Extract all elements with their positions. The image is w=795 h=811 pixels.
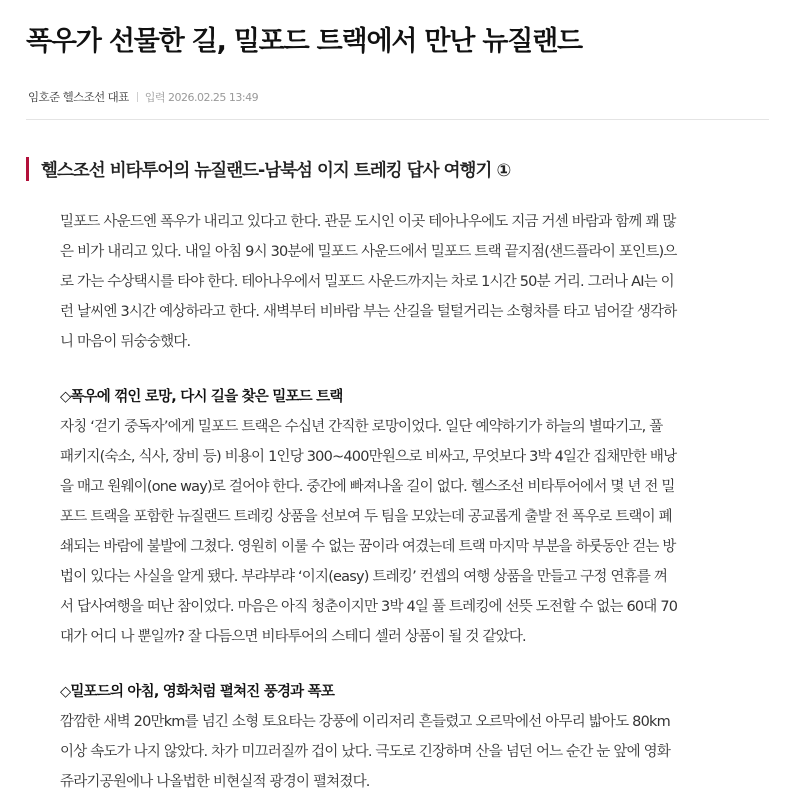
article-body — [60, 207, 737, 797]
section1-line: 법이 있다는 사실을 알게 됐다. 부랴부랴 ‘이지(easy) 트레킹’ 컨셉의 여행 상품을 만들고 구정 연휴를 껴 — [60, 569, 668, 585]
section1-line: 패키지(숙소, 식사, 장비 등) 비용이 1인당 300~400만원으로 비싸고, 무엇보다 3박 4일간 집채만한 배낭 — [60, 449, 677, 465]
section2-line: 쥬라기공원에나 나올법한 비현실적 광경이 펼쳐졌다. — [60, 774, 370, 790]
section-heading-1: ◇폭우에 꺾인 로망, 다시 길을 찾은 밀포드 트랙 — [60, 389, 343, 405]
section2-line: 이상 속도가 나지 않았다. 차가 미끄러질까 겁이 났다. 극도로 긴장하며 산을 넘던 어느 순간 눈 앞에 영화 — [60, 744, 671, 760]
subheading-text: 헬스조선 비타투어의 뉴질랜드-남북섬 이지 트레킹 답사 여행기 ① — [41, 160, 511, 181]
section-heading-2: ◇밀포드의 아침, 영화처럼 펼쳐진 풍경과 폭포 — [60, 684, 335, 700]
publish-date: 입력 2026.02.25 13:49 — [144, 91, 259, 104]
section1-line: 을 매고 원웨이(one way)로 걸어야 한다. 중간에 빠져나올 길이 없다. 헬스조선 비타투어에서 몇 년 전 밀 — [60, 479, 675, 495]
author-name[interactable]: 임호준 헬스조선 대표 — [28, 90, 129, 104]
section1-paragraph — [60, 412, 737, 652]
section1-line: 쇄되는 바람에 불발에 그쳤다. 영원히 이룰 수 없는 꿈이라 여겼는데 트랙 마지막 부분을 하룻동안 걷는 방 — [60, 539, 676, 555]
section2-line: 깜깜한 새벽 20만km를 넘긴 소형 토요타는 강풍에 이리저리 흔들렸고 오르막에선 아무리 밟아도 80km — [60, 714, 670, 730]
section1-line: 서 답사여행을 떠난 참이었다. 마음은 아직 청춘이지만 3박 4일 풀 트레킹에 선뜻 도전할 수 없는 60대 70 — [60, 599, 678, 615]
article-headline: 폭우가 선물한 길, 밀포드 트랙에서 만난 뉴질랜드 — [26, 26, 582, 57]
section1-line: 대가 어디 나 뿐일까? 잘 다듬으면 비타투어의 스테디 셀러 상품이 될 것 같았다. — [60, 629, 526, 645]
header-divider — [26, 119, 769, 120]
intro-line: 런 날씨엔 3시간 예상하라고 한다. 새벽부터 비바람 부는 산길을 털털거리는 소형차를 타고 넘어갈 생각하 — [60, 304, 677, 320]
byline — [28, 89, 258, 105]
subheading-accent-bar — [26, 157, 29, 181]
intro-paragraph — [60, 207, 737, 357]
article-subheading — [26, 157, 510, 181]
intro-line: 니 마음이 뒤숭숭했다. — [60, 334, 191, 350]
section1-line: 자칭 ‘걷기 중독자’에게 밀포드 트랙은 수십년 간직한 로망이었다. 일단 예약하기가 하늘의 별따기고, 풀 — [60, 419, 663, 435]
intro-line: 로 가는 수상택시를 타야 한다. 테아나우에서 밀포드 사운드까지는 차로 1시간 50분 거리. 그러나 AI는 이 — [60, 274, 674, 290]
intro-line: 밀포드 사운드엔 폭우가 내리고 있다고 한다. 관문 도시인 이곳 테아나우에도 지금 거센 바람과 함께 꽤 많 — [60, 214, 676, 230]
section2-paragraph — [60, 707, 737, 797]
section1-line: 포드 트랙을 포함한 뉴질랜드 트레킹 상품을 선보여 두 팀을 모았는데 공교롭게 출발 전 폭우로 트랙이 폐 — [60, 509, 672, 525]
byline-divider — [137, 92, 138, 102]
intro-line: 은 비가 내리고 있다. 내일 아침 9시 30분에 밀포드 사운드에서 밀포드 트랙 끝지점(샌드플라이 포인트)으 — [60, 244, 677, 260]
